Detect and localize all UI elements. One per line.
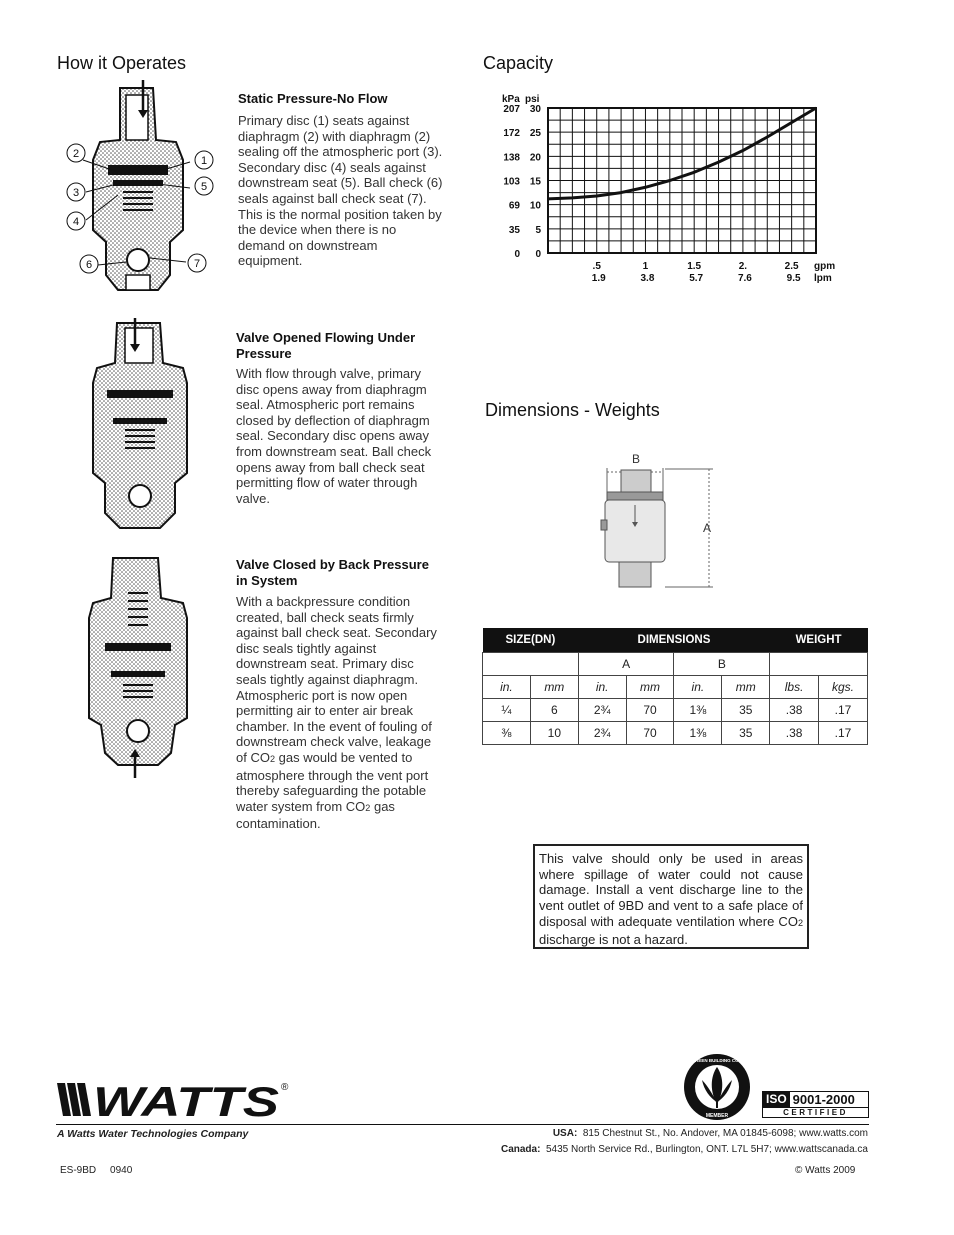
x-tick-lpm: 3.8 bbox=[640, 273, 655, 284]
callout-2: 2 bbox=[72, 148, 80, 160]
y-tick-psi: 10 bbox=[529, 200, 541, 212]
usage-warning-note: This valve should only be used in areas where spillage of water could not cause damage. Install a vent discharge line to the vent outlet of 9BD and vent to a safe place of disposal with adequate ventilation where CO2 discharge is not a hazard. bbox=[533, 844, 809, 949]
section-static-title: Static Pressure-No Flow bbox=[238, 91, 388, 106]
x-tick-lpm: 7.6 bbox=[737, 273, 752, 284]
table-cell: 35 bbox=[722, 699, 770, 722]
x-tick-gpm: 1.5 bbox=[687, 261, 702, 272]
canada-address-line: Canada: 5435 North Service Rd., Burlington, ONT. L7L 5H7; www.wattscanada.ca bbox=[500, 1144, 868, 1155]
unit-cell: in. bbox=[674, 676, 722, 699]
table-cell: ¼ bbox=[483, 699, 531, 722]
dimensions-table bbox=[482, 628, 868, 745]
table-cell: 6 bbox=[530, 699, 578, 722]
dimension-diagram bbox=[595, 450, 720, 595]
callout-1: 1 bbox=[200, 155, 208, 167]
y-tick-kpa: 0 bbox=[514, 249, 520, 260]
table-cell: .38 bbox=[770, 699, 819, 722]
dim-label-a: A bbox=[703, 521, 712, 535]
group-a: A bbox=[578, 653, 674, 676]
usa-address-line: USA: 815 Chestnut St., No. Andover, MA 01845-6098; www.watts.com bbox=[552, 1128, 868, 1139]
table-row bbox=[483, 699, 868, 722]
dimensions-heading: Dimensions - Weights bbox=[485, 400, 660, 420]
table-cell: 1⅜ bbox=[674, 722, 722, 745]
static-pressure-diagram bbox=[58, 80, 218, 305]
unit-cell: kgs. bbox=[819, 676, 868, 699]
table-cell: 10 bbox=[530, 722, 578, 745]
watts-logo bbox=[57, 1078, 297, 1123]
svg-text:®: ® bbox=[281, 1082, 289, 1093]
section-back-pressure-text: With a backpressure condition created, ball check seats firmly against ball check seat. Secondary disc seals tightly against downstream seat. Primary disc seals tightly against diaphragm. Atmospheric port is now open permitting air to enter air break chamber. In the event of fouling of downstream check valve, leakage of CO2 gas would be vented to atmosphere through the vent port thereby safeguarding the potable water system from CO2 gas contamination. bbox=[236, 594, 437, 832]
unit-cell: mm bbox=[626, 676, 674, 699]
brand-wordmark: WATTS bbox=[93, 1078, 279, 1123]
table-cell: 70 bbox=[626, 699, 674, 722]
y-tick-kpa: 172 bbox=[503, 128, 520, 140]
section-opened-text: With flow through valve, primary disc opens away from diaphragm seal. Atmospheric port remains closed by deflection of diaphragm seal. Secondary disc opens away from downstream seat. Ball check opens away from ball check seat permitting flow of water through valve. bbox=[236, 366, 432, 506]
y-tick-kpa: 69 bbox=[508, 200, 520, 212]
header-weight: WEIGHT bbox=[770, 628, 868, 653]
y-tick-psi: 0 bbox=[535, 249, 541, 260]
iso-prefix: ISO bbox=[763, 1092, 790, 1107]
unit-cell: in. bbox=[483, 676, 531, 699]
usgbc-member-logo bbox=[682, 1052, 752, 1122]
y-tick-psi: 5 bbox=[535, 224, 541, 236]
x-tick-gpm: 2. bbox=[738, 261, 748, 272]
y-tick-psi: 15 bbox=[529, 176, 541, 188]
usgbc-text: U.S. GREEN BUILDING COUNCIL bbox=[682, 1058, 752, 1063]
callout-7: 7 bbox=[193, 258, 201, 270]
table-cell: 2¾ bbox=[578, 722, 626, 745]
header-dimensions: DIMENSIONS bbox=[578, 628, 769, 653]
iso-certified: CERTIFIED bbox=[783, 1108, 848, 1117]
x-tick-gpm: 1 bbox=[642, 261, 649, 272]
y-tick-kpa: 207 bbox=[503, 104, 520, 115]
doc-code: ES-9BD 0940 bbox=[60, 1165, 133, 1176]
table-cell: ⅜ bbox=[483, 722, 531, 745]
table-row bbox=[483, 722, 868, 745]
group-b: B bbox=[674, 653, 770, 676]
y-tick-psi: 20 bbox=[529, 152, 541, 164]
dim-label-b: B bbox=[632, 452, 641, 466]
capacity-chart bbox=[480, 88, 860, 288]
unit-cell: mm bbox=[722, 676, 770, 699]
y-tick-kpa: 103 bbox=[503, 176, 520, 188]
y-tick-kpa: 138 bbox=[503, 152, 520, 164]
y-unit-psi: psi bbox=[525, 94, 540, 105]
company-tagline: A Watts Water Technologies Company bbox=[57, 1128, 249, 1140]
back-pressure-diagram bbox=[83, 553, 193, 778]
x-tick-lpm: 5.7 bbox=[689, 273, 704, 284]
section-opened-title: Valve Opened Flowing Under Pressure bbox=[236, 330, 416, 361]
iso-badge bbox=[762, 1091, 869, 1118]
table-cell: 70 bbox=[626, 722, 674, 745]
callout-5: 5 bbox=[200, 181, 208, 193]
callout-3: 3 bbox=[72, 187, 80, 199]
y-unit-kpa: kPa bbox=[502, 94, 520, 105]
x-tick-lpm: 1.9 bbox=[591, 273, 606, 284]
callout-4: 4 bbox=[72, 216, 80, 228]
y-tick-psi: 25 bbox=[529, 128, 541, 140]
table-cell: .17 bbox=[819, 699, 868, 722]
x-tick-gpm: .5 bbox=[592, 261, 601, 272]
section-back-pressure-title: Valve Closed by Back Pressure in System bbox=[236, 557, 429, 588]
x-tick-lpm: 9.5 bbox=[786, 273, 801, 284]
unit-cell: mm bbox=[530, 676, 578, 699]
table-cell: 1⅜ bbox=[674, 699, 722, 722]
header-size: SIZE(DN) bbox=[483, 628, 579, 653]
how-it-operates-heading: How it Operates bbox=[57, 53, 187, 73]
y-tick-psi: 30 bbox=[529, 104, 541, 115]
callout-6: 6 bbox=[85, 259, 93, 271]
copyright: © Watts 2009 bbox=[795, 1165, 856, 1176]
section-static-text: Primary disc (1) seats against diaphragm (2) with diaphragm (2) sealing off the atmospheric port (3). Secondary disc (4) seals against downstream seat (5). Ball check (6) seals against ball check seat (7). This is the normal position taken by the device when there is no demand on downstream equipment. bbox=[238, 113, 443, 269]
table-cell: .17 bbox=[819, 722, 868, 745]
y-tick-kpa: 35 bbox=[508, 224, 520, 236]
footer-divider bbox=[56, 1124, 869, 1125]
table-cell: 35 bbox=[722, 722, 770, 745]
x-unit-lpm: lpm bbox=[814, 273, 832, 284]
x-tick-gpm: 2.5 bbox=[784, 261, 799, 272]
valve-opened-diagram bbox=[85, 318, 195, 533]
capacity-heading: Capacity bbox=[483, 53, 554, 73]
usgbc-member: MEMBER bbox=[705, 1113, 729, 1119]
unit-cell: in. bbox=[578, 676, 626, 699]
table-cell: 2¾ bbox=[578, 699, 626, 722]
iso-number: 9001-2000 bbox=[792, 1092, 855, 1107]
unit-cell: lbs. bbox=[770, 676, 819, 699]
x-unit-gpm: gpm bbox=[814, 261, 836, 272]
table-cell: .38 bbox=[770, 722, 819, 745]
